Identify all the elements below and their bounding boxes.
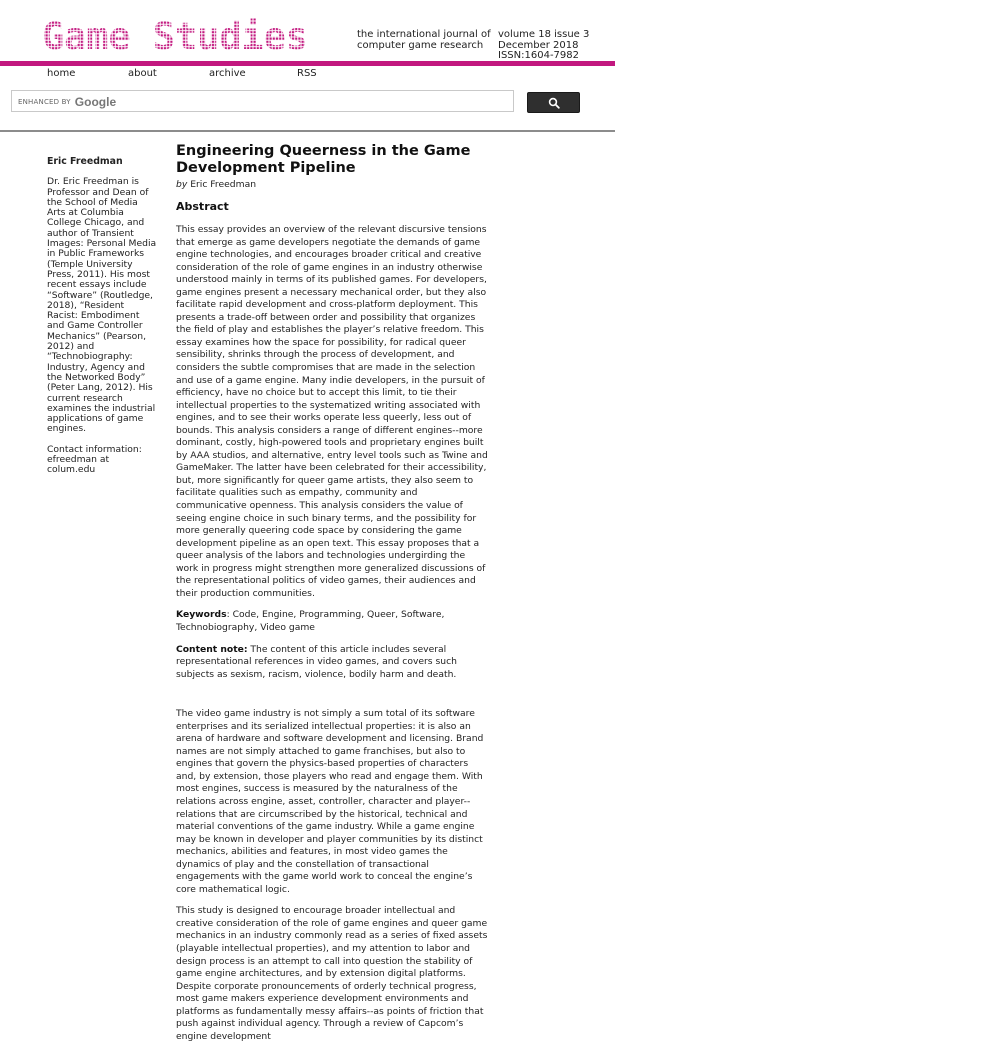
- issue-date: December 2018: [498, 39, 579, 51]
- byline-by: by: [176, 179, 188, 190]
- logo-text: Game Studies: [42, 18, 308, 54]
- keywords-label: Keywords: [176, 609, 227, 621]
- site-logo[interactable]: [42, 18, 312, 54]
- section-spacer: [176, 690, 489, 708]
- article-byline: [176, 179, 489, 190]
- issue-issn: ISSN:1604-7982: [498, 50, 580, 61]
- journal-tagline: [357, 30, 491, 51]
- nav-about[interactable]: about: [128, 68, 157, 79]
- byline-author: Eric Freedman: [190, 179, 257, 190]
- abstract-text: This essay provides an overview of the relevant discursive tensions that emerge as game developers negotiate the demands of game engine technologies, and encourages broader critical and creative consideration of the role of game engines in an industry otherwise understood mainly in terms of its published games. For developers, game engines present a necessary mechanical order, but they also facilitate rapid development and cross-platform deployment. This presents a trade-off between order and possibility that organizes the field of play and establishes the player’s relative freedom. This essay examines how the space for possibility, for radical queer sensibility, shrinks through the process of development, and considers the subtle compromises that are made in the selection and use of a game engine. Many indie developers, in the pursuit of efficiency, have no choice but to accept this limit, to tie their intellectual properties to the systematized writing associated with engines, and to see their works operate less queerly, less out of bounds. This analysis considers a range of different engines--more dominant, costly, high-powered tools and proprietary engines built by AAA studios, and alternative, entry level tools such as Twine and GameMaker. The latter have been celebrated for their accessibility, but, more significantly for queer game artists, they also seem to facilitate qualities such as empathy, community and communicative openness. This analysis considers the value of seeing engine choice in such binary terms, and the possibility for more generally queering code space by considering the game development pipeline as an open text. This essay proposes that a queer analysis of the labors and technologies undergirding the work in progress might strengthen more generalized discussions of the representational politics of video games, their audiences and their production communities.: [176, 224, 488, 599]
- tagline-line1: the international journal of: [357, 29, 491, 40]
- section-divider: [0, 130, 615, 132]
- body-paragraph-1: The video game industry is not simply a sum total of its software enterprises and its serialized intellectual properties: it is also an arena of hardware and software development and licensing. Brand names are not simply attached to game franchises, but also to engines that govern the physics-based properties of characters and, by extension, those players who read and engage them. With most engines, success is measured by the naturalness of the relations across engine, asset, controller, character and player--relations that are circumscribed by the historical, technical and material conventions of the game industry. While a game engine may be known in developer and player communities by its distinct mechanics, abilities and features, in most video games the dynamics of play and the constellation of transactional engagements with the game world work to conceal the engine’s core mathematical logic.: [176, 708, 484, 895]
- site-header: [0, 0, 615, 66]
- author-sidebar: [47, 157, 157, 486]
- main-nav: [0, 66, 615, 86]
- nav-archive[interactable]: archive: [209, 68, 246, 79]
- article: [176, 143, 489, 1052]
- issue-volume: volume 18 issue 3: [498, 29, 590, 40]
- search-box: [11, 90, 514, 112]
- author-bio: Dr. Eric Freedman is Professor and Dean of the School of Media Arts at Columbia College Chicago, and author of Transient Images: Personal Media in Public Frameworks (Temple University Press, 2011). His most recent essays include “Software” (Routledge, 2018), “Resident Racist: Embodiment and Game Controller Mechanics” (Pearson, 2012) and “Technobiography: Industry, Agency and the Networked Body” (Peter Lang, 2012). His current research examines the industrial applications of game engines.: [47, 176, 157, 435]
- nav-rss[interactable]: RSS: [297, 68, 317, 79]
- keywords-list: : Code, Engine, Programming, Queer, Software, Technobiography, Video game: [176, 609, 445, 633]
- content-note: [176, 644, 489, 682]
- content-note-label: Content note:: [176, 643, 248, 655]
- abstract-heading: Abstract: [176, 200, 229, 213]
- author-name: Eric Freedman: [47, 156, 123, 167]
- keywords: [176, 609, 489, 634]
- issue-info: [498, 30, 589, 62]
- author-contact: Contact information: efreedman at colum.edu: [47, 443, 142, 476]
- article-title: Engineering Queerness in the Game Development Pipeline: [176, 143, 471, 176]
- google-logo: Google: [74, 95, 117, 109]
- search-button[interactable]: [527, 92, 580, 113]
- enhanced-by-label: ENHANCED BY: [18, 98, 71, 106]
- tagline-line2: computer game research: [357, 39, 484, 51]
- game-studies-logo[interactable]: [42, 18, 312, 54]
- nav-home[interactable]: home: [47, 68, 76, 79]
- body-paragraph-2: This study is designed to encourage broader intellectual and creative consideration of the role of game engines and queer game mechanics in an industry commonly read as a series of fixed assets (playable intellectual properties), and my attention to labor and design process is an attempt to call into question the stability of game engine architectures, and by extension digital platforms. Despite corporate pronouncements of orderly technical progress, most game makers experience development environments and platforms as fundamentally messy affairs--as points of friction that push against individual agency. Through a review of Capcom’s engine development: [176, 905, 488, 1042]
- content-note-text: The content of this article includes several representational references in video games, and covers such subjects as sexism, racism, violence, bodily harm and death.: [176, 643, 457, 680]
- search-icon: [548, 97, 560, 109]
- search-input[interactable]: [12, 91, 513, 111]
